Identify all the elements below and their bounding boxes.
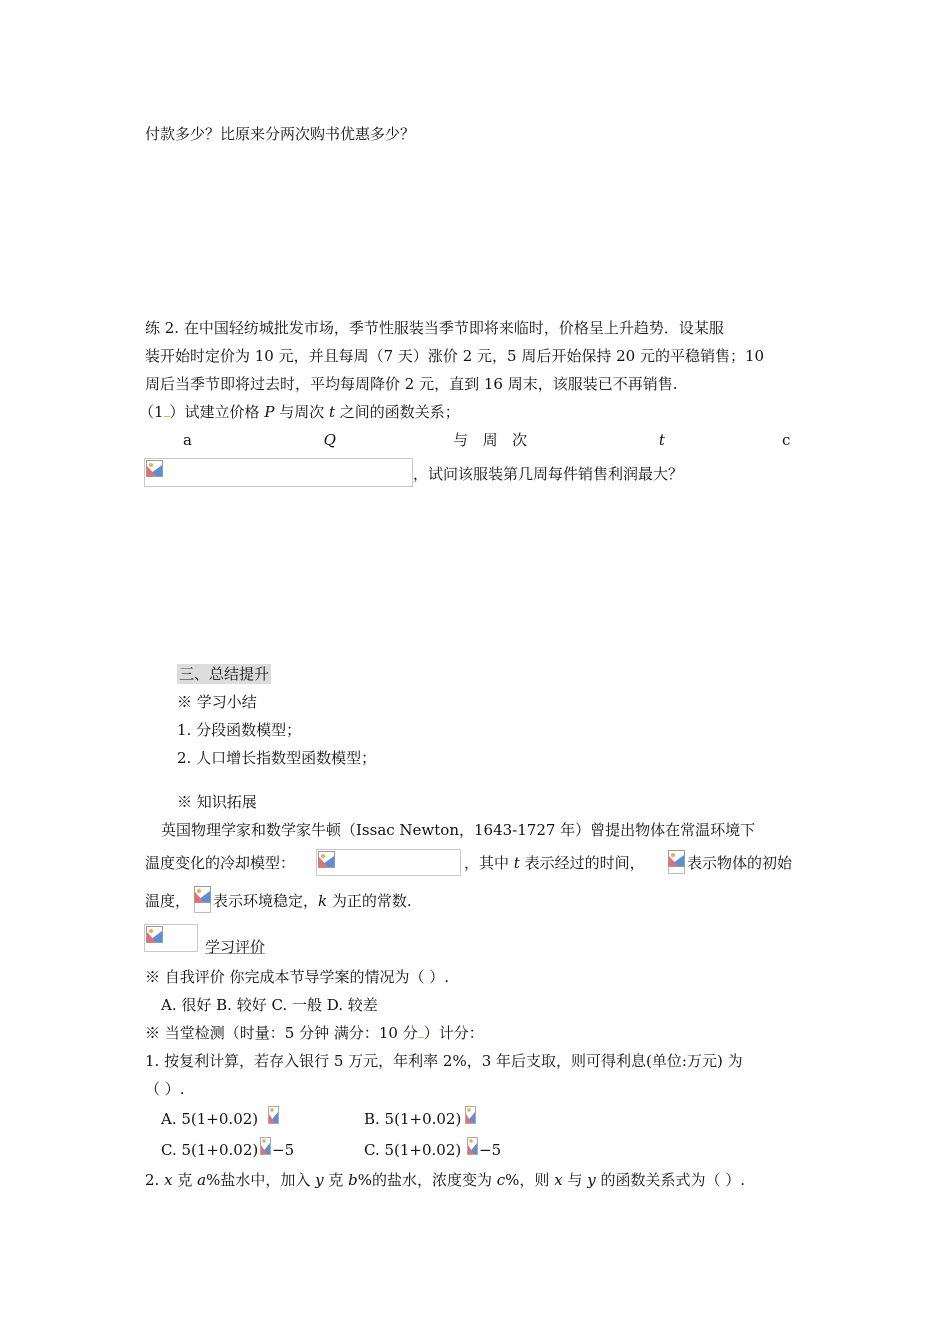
in-class-check: ※ 当堂检测（时量：5 分钟 满分：10 分 ）计分： xyxy=(145,1024,484,1042)
section-summary-heading: 三、总结提升 xyxy=(179,665,270,683)
test-question-2: 2. x 克 a%盐水中，加入 y 克 b%的盐水，浓度变为 c%，则 x 与 y 的函数关系式为（ ）. xyxy=(145,1171,746,1189)
option-d-tail: −5 xyxy=(479,1141,502,1159)
question-2-line-1: a Q 与周次 t c xyxy=(183,431,805,449)
extension-line-3-a: 温度， xyxy=(145,892,191,910)
test-question-1-paren: （ ）. xyxy=(145,1080,185,1098)
broken-image-icon xyxy=(668,850,685,874)
self-evaluation-options: A. 很好 B. 较好 C. 一般 D. 较差 xyxy=(161,996,378,1014)
exercise-2-line-2: 装开始时定价为 10 元，并且每周（7 天）涨价 2 元，5 周后开始保持 20 元的平稳销售；10 xyxy=(145,347,765,365)
self-evaluation: ※ 自我评价 你完成本节导学案的情况为（ ）. xyxy=(145,968,450,986)
option-c: C. 5(1+0.02) xyxy=(161,1141,259,1159)
extension-line-2-a: 温度变化的冷却模型： xyxy=(145,854,296,872)
evaluation-image-placeholder xyxy=(144,924,198,952)
broken-image-icon xyxy=(146,460,163,477)
extension-line-1: 英国物理学家和数学家牛顿（Issac Newton，1643-1727 年）曾提出物体在常温环境下 xyxy=(161,821,756,839)
option-c-tail: −5 xyxy=(272,1141,295,1159)
question-1: （1 ）试建立价格 P 与周次 t 之间的函数关系； xyxy=(139,403,460,421)
exercise-2-line-1: 练 2. 在中国轻纺城批发市场，季节性服装当季节即将来临时，价格呈上升趋势．设某服 xyxy=(145,319,724,337)
broken-image-icon xyxy=(318,851,335,868)
formula-image-placeholder xyxy=(144,458,413,487)
option-b: B. 5(1+0.02) xyxy=(364,1110,462,1128)
broken-image-icon xyxy=(194,886,211,913)
summary-item-1: 1. 分段函数模型； xyxy=(177,721,302,739)
broken-image-icon xyxy=(146,926,163,943)
exponent-image-icon xyxy=(467,1137,478,1155)
option-d: C. 5(1+0.02) xyxy=(364,1141,462,1159)
line-continuation: 付款多少？比原来分两次购书优惠多少？ xyxy=(145,125,416,143)
extension-line-3-b: 表示环境稳定，k 为正的常数. xyxy=(213,892,412,910)
evaluation-title: 学习评价 xyxy=(205,938,266,956)
extension-line-2-c: 表示物体的初始 xyxy=(687,854,793,872)
cooling-formula-placeholder xyxy=(316,849,461,876)
extension-line-2-b: ，其中 t 表示经过的时间， xyxy=(464,854,645,872)
option-a: A. 5(1+0.02) xyxy=(161,1110,259,1128)
question-2-line-2: ，试问该服装第几周每件销售利润最大？ xyxy=(413,465,684,483)
exponent-image-icon xyxy=(260,1137,271,1155)
exponent-image-icon xyxy=(268,1106,279,1124)
exercise-2-line-3: 周后当季节即将过去时，平均每周降价 2 元，直到 16 周末，该服装已不再销售. xyxy=(145,375,678,393)
summary-item-2: 2. 人口增长指数型函数模型； xyxy=(177,749,377,767)
summary-title: ※ 学习小结 xyxy=(177,693,257,711)
extension-title: ※ 知识拓展 xyxy=(177,793,257,811)
test-question-1: 1. 按复利计算，若存入银行 5 万元，年利率 2%，3 年后支取，则可得利息(单位:万元) 为 xyxy=(145,1052,743,1070)
exponent-image-icon xyxy=(465,1106,476,1124)
